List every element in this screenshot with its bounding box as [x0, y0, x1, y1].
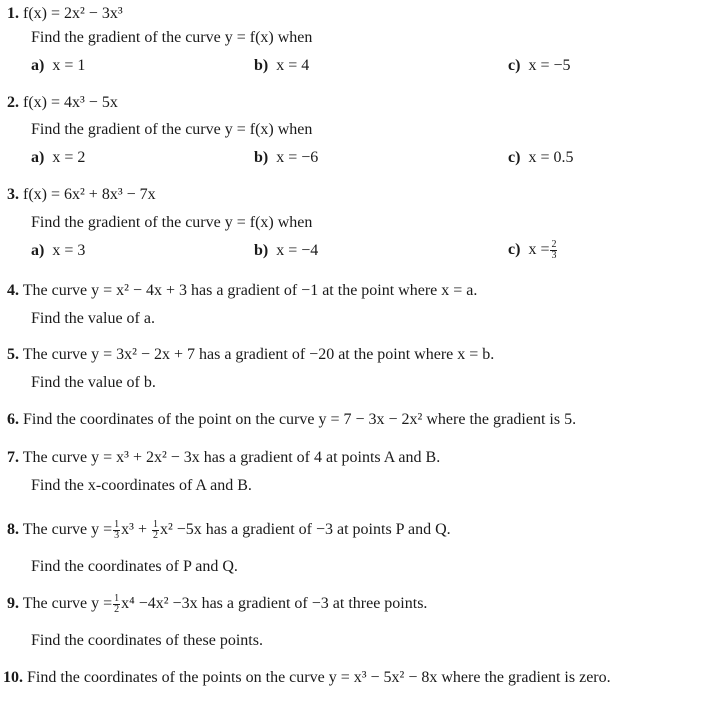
question-1-instruction: Find the gradient of the curve y = f(x) when [31, 29, 313, 46]
question-3-part-a [31, 241, 85, 261]
part-value: x = −4 [276, 242, 319, 259]
question-3-header [7, 185, 156, 205]
part-label: c) [508, 57, 521, 74]
question-5-sub: Find the value of b. [31, 374, 156, 391]
question-2-part-a [31, 148, 85, 168]
part-label: a) [31, 57, 45, 74]
question-number: 9. [7, 595, 19, 612]
question-text: The curve y = x² − 4x + 3 has a gradient of −1 at the point where x = a. [22, 282, 478, 299]
question-7 [7, 448, 440, 468]
question-10 [3, 668, 611, 688]
question-text-start: The curve y = [22, 521, 113, 538]
fraction-numerator: 1 [114, 518, 120, 530]
question-number: 3. [7, 186, 19, 203]
question-text: Find the coordinates of the point on the curve y = 7 − 3x − 2x² where the gradient is 5. [23, 411, 577, 428]
question-8-sub: Find the coordinates of P and Q. [31, 558, 238, 575]
question-6 [7, 410, 576, 430]
question-2-instruction: Find the gradient of the curve y = f(x) when [31, 121, 313, 138]
question-number: 1. [7, 5, 19, 22]
question-5 [7, 345, 494, 365]
part-label: c) [508, 241, 521, 258]
fraction-denominator: 3 [551, 249, 557, 261]
question-4-sub: Find the value of a. [31, 310, 155, 327]
fraction [113, 520, 120, 541]
question-2-part-c [508, 148, 573, 168]
fraction-denominator: 3 [114, 529, 120, 541]
fraction-numerator: 2 [551, 238, 557, 250]
fraction [113, 594, 120, 615]
question-8 [7, 516, 451, 544]
function-definition: f(x) = 6x² + 8x³ − 7x [23, 186, 156, 203]
part-value: x = [528, 241, 550, 258]
question-number: 10. [3, 669, 23, 686]
part-value: x = 0.5 [528, 149, 574, 166]
part-label: b) [254, 149, 269, 166]
question-3-part-c [508, 236, 558, 264]
function-definition: f(x) = 4x³ − 5x [23, 94, 118, 111]
fraction-numerator: 1 [152, 518, 158, 530]
question-3-instruction: Find the gradient of the curve y = f(x) when [31, 214, 313, 231]
part-label: a) [31, 242, 45, 259]
fraction [152, 520, 159, 541]
question-number: 6. [7, 411, 19, 428]
part-value: x = −5 [528, 57, 571, 74]
part-value: x = 2 [52, 149, 86, 166]
question-text-end: x² −5x has a gradient of −3 at points P and Q. [159, 521, 451, 538]
question-4 [7, 281, 477, 301]
fraction-numerator: 1 [114, 592, 120, 604]
part-label: a) [31, 149, 45, 166]
part-value: x = 3 [52, 242, 86, 259]
question-1-part-a [31, 56, 85, 76]
question-text-end: x⁴ −4x² −3x has a gradient of −3 at three points. [121, 595, 428, 612]
question-number: 8. [7, 521, 19, 538]
function-definition: f(x) = 2x² − 3x³ [23, 5, 123, 22]
question-text: Find the coordinates of the points on the curve y = x³ − 5x² − 8x where the gradient is zero. [27, 669, 611, 686]
question-1-part-b [254, 56, 309, 76]
question-number: 4. [7, 282, 19, 299]
question-9 [7, 590, 427, 618]
question-text: The curve y = x³ + 2x² − 3x has a gradient of 4 at points A and B. [22, 449, 441, 466]
question-number: 2. [7, 94, 19, 111]
question-7-sub: Find the x-coordinates of A and B. [31, 477, 252, 494]
fraction-denominator: 2 [114, 603, 120, 615]
question-text-start: The curve y = [22, 595, 113, 612]
fraction [550, 240, 557, 261]
part-label: c) [508, 149, 521, 166]
question-2-part-b [254, 148, 318, 168]
part-value: x = 4 [276, 57, 310, 74]
question-number: 7. [7, 449, 19, 466]
question-1-part-c [508, 56, 570, 76]
question-text-middle: x³ + [121, 521, 147, 538]
question-1-header [7, 4, 123, 24]
part-value: x = −6 [276, 149, 319, 166]
fraction-denominator: 2 [152, 529, 158, 541]
question-3-part-b [254, 241, 318, 261]
question-2-header [7, 93, 118, 113]
part-value: x = 1 [52, 57, 86, 74]
question-9-sub: Find the coordinates of these points. [31, 632, 263, 649]
part-label: b) [254, 57, 269, 74]
question-text: The curve y = 3x² − 2x + 7 has a gradient of −20 at the point where x = b. [22, 346, 495, 363]
question-number: 5. [7, 346, 19, 363]
part-label: b) [254, 242, 269, 259]
